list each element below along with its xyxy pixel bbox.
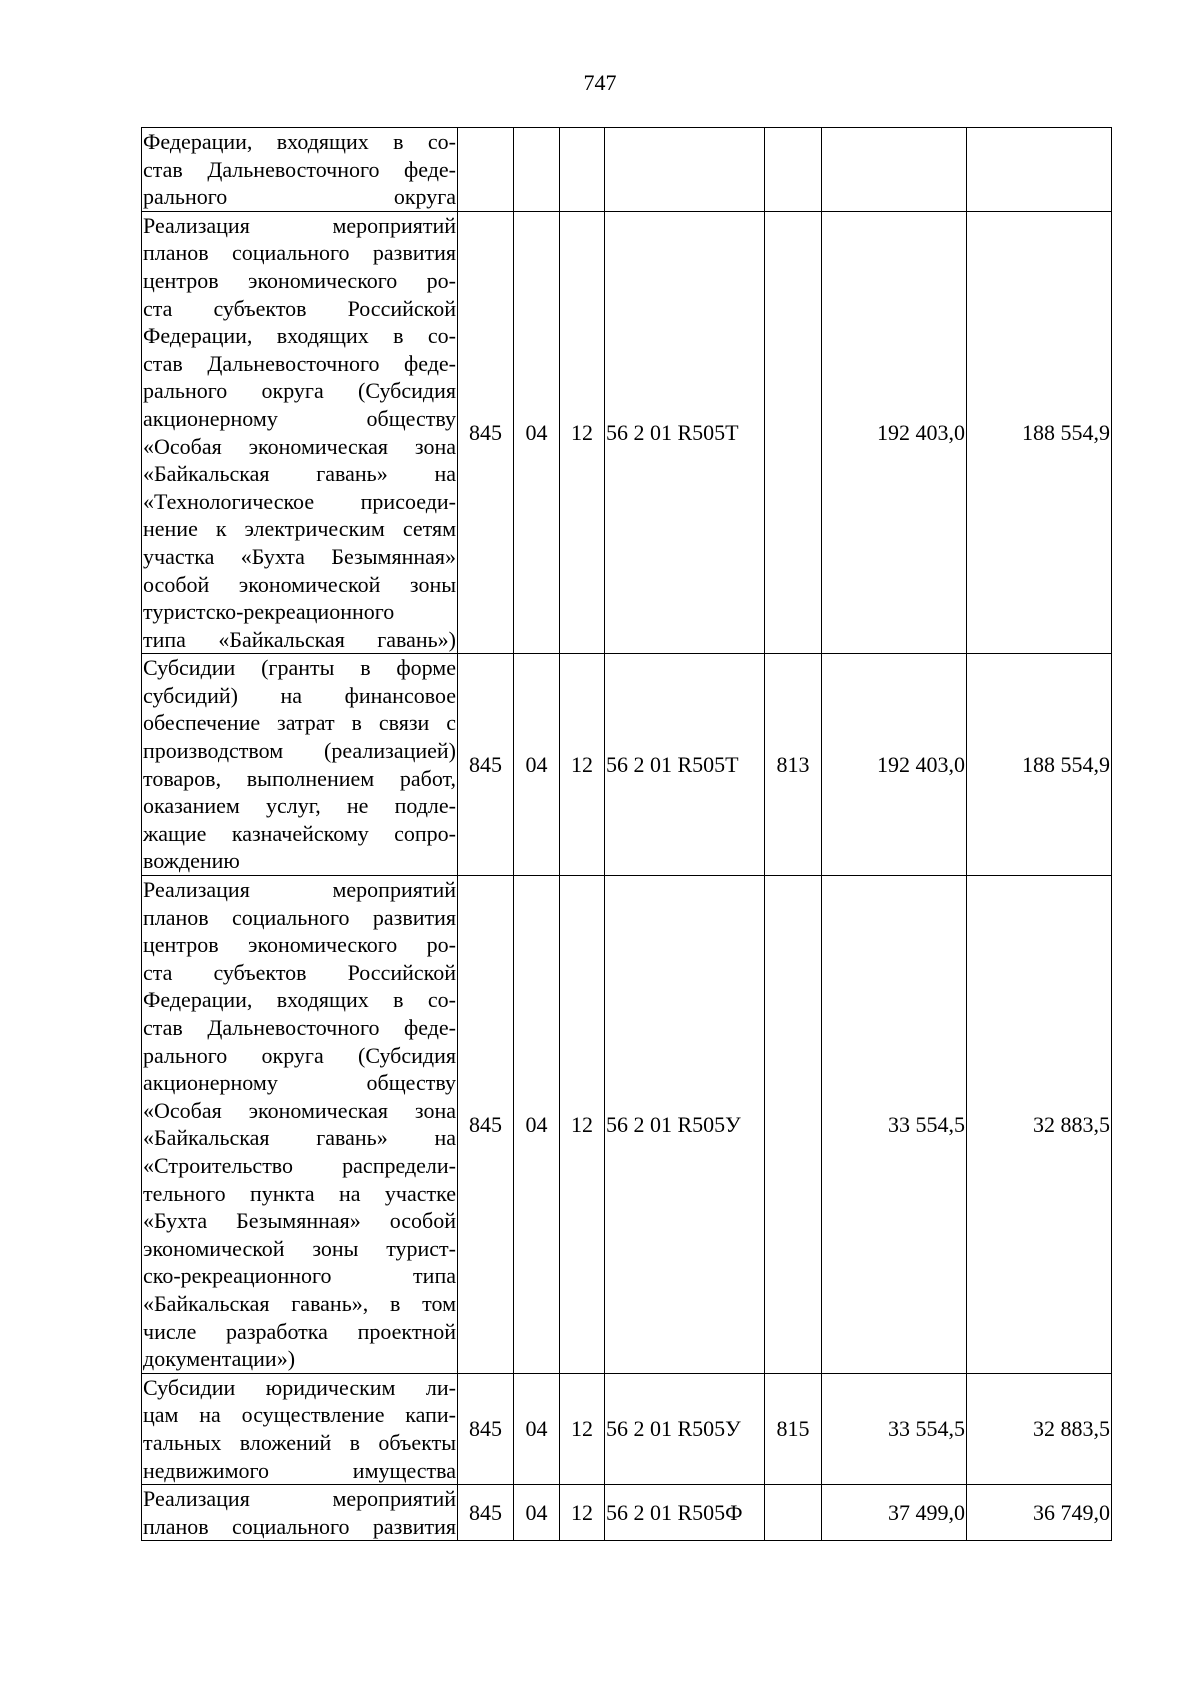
description-line: тельного пункта на участке <box>143 1180 456 1206</box>
description-line: Реализация мероприятий <box>143 212 456 238</box>
description-line: типа «Байкальская гавань») <box>143 626 456 652</box>
description-line: особой экономической зоны <box>143 571 456 597</box>
section-code-cell: 04 <box>514 1373 560 1484</box>
description-cell <box>142 1485 458 1541</box>
expense-type-cell <box>765 876 822 1374</box>
amount-year-1-cell: 33 554,5 <box>822 876 967 1374</box>
table-row <box>142 128 1112 212</box>
description-line: центров экономического ро- <box>143 932 456 958</box>
description-line: нение к электрическим сетям <box>143 516 456 542</box>
subsection-code-cell <box>560 128 605 212</box>
budget-table <box>141 127 1112 1541</box>
page-number: 747 <box>583 70 617 95</box>
description-line: субсидий) на финансовое <box>143 682 456 708</box>
description-line: став Дальневосточного феде- <box>143 350 456 376</box>
section-code-cell: 04 <box>514 654 560 876</box>
description-line: туристско-рекреационного <box>143 599 395 625</box>
description-line: ско-рекреационного типа <box>143 1263 456 1289</box>
description-line: рального округа <box>143 184 456 210</box>
description-line: «Технологическое присоеди- <box>143 488 456 514</box>
subsection-code-cell: 12 <box>560 876 605 1374</box>
description-cell <box>142 211 458 654</box>
description-line: Федерации, входящих в со- <box>143 987 456 1013</box>
description-cell <box>142 1373 458 1484</box>
target-article-cell: 56 2 01 R505Ф <box>605 1485 765 1541</box>
description-line: производством (реализацией) <box>143 738 456 764</box>
target-article-cell: 56 2 01 R505У <box>605 1373 765 1484</box>
description-line: обеспечение затрат в связи с <box>143 710 456 736</box>
description-line: планов социального развития <box>143 904 456 930</box>
description-line: Реализация мероприятий <box>143 1486 456 1512</box>
section-code-cell: 04 <box>514 211 560 654</box>
description-line: числе разработка проектной <box>143 1318 456 1344</box>
expense-type-cell: 815 <box>765 1373 822 1484</box>
ministry-code-cell <box>458 128 514 212</box>
description-line: центров экономического ро- <box>143 267 456 293</box>
description-cell <box>142 876 458 1374</box>
description-line: Реализация мероприятий <box>143 877 456 903</box>
description-line: цам на осуществление капи- <box>143 1402 456 1428</box>
description-line: став Дальневосточного феде- <box>143 1015 456 1040</box>
amount-year-1-cell: 37 499,0 <box>822 1485 967 1541</box>
description-line: участка «Бухта Безымянная» <box>143 543 456 569</box>
description-line: жащие казначейскому сопро- <box>143 820 456 846</box>
subsection-code-cell: 12 <box>560 1373 605 1484</box>
ministry-code-cell: 845 <box>458 211 514 654</box>
amount-year-2-cell <box>967 128 1112 212</box>
section-code-cell <box>514 128 560 212</box>
table-row <box>142 1485 1112 1541</box>
description-line: рального округа (Субсидия <box>143 1042 456 1068</box>
description-line: «Байкальская гавань» на <box>143 1125 456 1151</box>
table-row <box>142 211 1112 654</box>
amount-year-2-cell: 36 749,0 <box>967 1485 1112 1541</box>
subsection-code-cell: 12 <box>560 654 605 876</box>
description-cell <box>142 128 458 212</box>
ministry-code-cell: 845 <box>458 1485 514 1541</box>
amount-year-1-cell: 192 403,0 <box>822 211 967 654</box>
description-line: «Байкальская гавань» на <box>143 461 456 487</box>
description-line: планов социального развития <box>143 1513 456 1539</box>
expense-type-cell <box>765 1485 822 1541</box>
description-line: «Бухта Безымянная» особой <box>143 1208 456 1234</box>
ministry-code-cell: 845 <box>458 1373 514 1484</box>
amount-year-1-cell <box>822 128 967 212</box>
amount-year-2-cell: 188 554,9 <box>967 654 1112 876</box>
expense-type-cell <box>765 128 822 212</box>
description-line: рального округа (Субсидия <box>143 378 456 404</box>
description-line: «Особая экономическая зона <box>143 433 456 459</box>
expense-type-cell <box>765 211 822 654</box>
description-line: акционерному обществу <box>143 405 456 431</box>
description-line: ста субъектов Российской <box>143 295 456 321</box>
target-article-cell: 56 2 01 R505У <box>605 876 765 1374</box>
expense-type-cell: 813 <box>765 654 822 876</box>
description-line: ста субъектов Российской <box>143 959 456 985</box>
subsection-code-cell: 12 <box>560 211 605 654</box>
amount-year-2-cell: 32 883,5 <box>967 1373 1112 1484</box>
section-code-cell: 04 <box>514 876 560 1374</box>
table-row <box>142 1373 1112 1484</box>
description-line: «Байкальская гавань», в том <box>143 1290 456 1316</box>
amount-year-2-cell: 188 554,9 <box>967 211 1112 654</box>
description-line: Субсидии (гранты в форме <box>143 655 456 681</box>
ministry-code-cell: 845 <box>458 876 514 1374</box>
section-code-cell: 04 <box>514 1485 560 1541</box>
amount-year-2-cell: 32 883,5 <box>967 876 1112 1374</box>
table-row <box>142 654 1112 876</box>
table-row <box>142 876 1112 1374</box>
description-line: тальных вложений в объекты <box>143 1429 456 1455</box>
description-line: Федерации, входящих в со- <box>143 129 456 154</box>
description-line: товаров, выполнением работ, <box>143 765 456 791</box>
description-line: документации») <box>143 1346 296 1372</box>
description-line: планов социального развития <box>143 240 456 266</box>
description-cell <box>142 654 458 876</box>
target-article-cell: 56 2 01 R505Т <box>605 654 765 876</box>
description-line: вождению <box>143 848 240 874</box>
amount-year-1-cell: 33 554,5 <box>822 1373 967 1484</box>
description-line: экономической зоны турист- <box>143 1235 456 1261</box>
description-line: «Особая экономическая зона <box>143 1097 456 1123</box>
description-line: став Дальневосточного феде- <box>143 156 456 182</box>
description-line: Федерации, входящих в со- <box>143 323 456 349</box>
subsection-code-cell: 12 <box>560 1485 605 1541</box>
target-article-cell: 56 2 01 R505Т <box>605 211 765 654</box>
description-line: Субсидии юридическим ли- <box>143 1374 456 1400</box>
description-line: «Строительство распредели- <box>143 1152 456 1178</box>
target-article-cell <box>605 128 765 212</box>
description-line: акционерному обществу <box>143 1070 456 1096</box>
description-line: недвижимого имущества <box>143 1457 456 1483</box>
budget-table-body <box>142 128 1112 1541</box>
ministry-code-cell: 845 <box>458 654 514 876</box>
description-line: оказанием услуг, не подле- <box>143 793 456 819</box>
amount-year-1-cell: 192 403,0 <box>822 654 967 876</box>
